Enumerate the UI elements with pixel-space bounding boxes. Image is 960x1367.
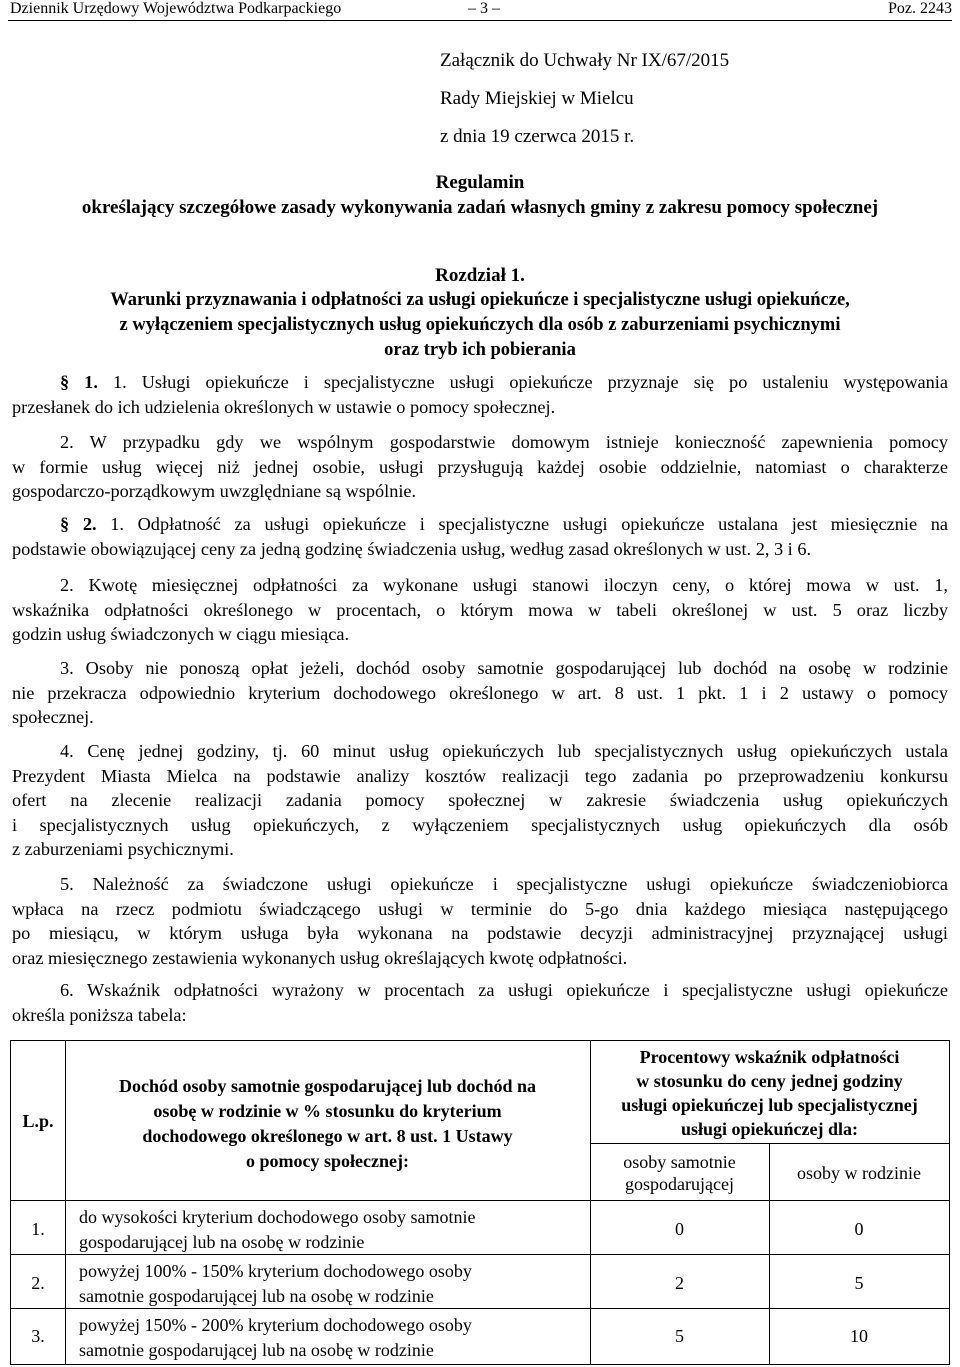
paragraph-1: § 1. 1. Usługi opiekuńcze i specjalistyczne usługi opiekuńcze przyznaje się po ustaleniu występowania przesłanek do ich udzielenia określonych w ustawie o pomocy społecznej. [12, 372, 948, 417]
row-1-lp: 1. [31, 1219, 45, 1239]
chapter-title-line-3: oraz tryb ich pobierania [384, 340, 576, 360]
table-rule [590, 1143, 949, 1144]
header-percent: Procentowy wskaźnik odpłatności w stosunku do ceny jednej godziny usługi opiekuńczej lub specjalistycznej usługi opiekuńczej dla: [621, 1047, 918, 1139]
header-rule [8, 20, 952, 21]
section-1-mark: § 1. [60, 372, 98, 392]
paragraph-3: § 2. 1. Odpłatność za usługi opiekuńcze i specjalistyczne usługi opiekuńcze ustalana jest miesięcznie na podstawie obowiązującej ceny za jedną godzinę świadczenia usług, według zasad określonych w ust. 2, 3 i 6. [12, 514, 948, 559]
row-2-family: 5 [854, 1273, 864, 1293]
row-2-single: 2 [675, 1273, 684, 1293]
chapter-title-line-2: z wyłączeniem specjalistycznych usług opiekuńczych dla osób z zaburzeniami psychicznymi [119, 315, 841, 335]
chapter-title-line-1: Warunki przyznawania i odpłatności za usługi opiekuńcze i specjalistyczne usługi opiekuńcze, [110, 290, 850, 310]
attachment-line-2: Rady Miejskiej w Mielcu [440, 88, 634, 109]
regulation-title: Regulamin [435, 172, 525, 193]
journal-title: Dziennik Urzędowy Województwa Podkarpackiego [10, 0, 342, 17]
section-2-mark: § 2. [60, 514, 97, 534]
row-1-single: 0 [675, 1219, 684, 1239]
header-single: osoby samotnie gospodarującej [623, 1152, 736, 1194]
paragraph-7: 5. Należność za świadczone usługi opiekuńcze i specjalistyczne usługi opiekuńcze świadczeniobiorca wpłaca na rzecz podmiotu świadczącego usługi w terminie do 5-go dnia każdego miesiąca następującego po miesiącu, w którym usługa była wykonana na podstawie decyzji administracyjnej przyznającej usługi oraz miesięcznego zestawienia wykonanych usług określających kwotę odpłatności. [12, 874, 948, 968]
header-income: Dochód osoby samotnie gospodarującej lub dochód na osobę w rodzinie w % stosunku do kryterium dochodowego określonego w art. 8 ust. 1 Ustawy o pomocy społecznej: [118, 1076, 537, 1171]
row-1-description: do wysokości kryterium dochodowego osoby samotnie gospodarującej lub na osobę w rodzinie [79, 1207, 476, 1252]
row-1-family: 0 [854, 1219, 864, 1239]
fee-table [10, 1040, 950, 1365]
attachment-line-3: z dnia 19 czerwca 2015 r. [440, 126, 635, 147]
table-rule [11, 1200, 949, 1201]
paragraph-6: 4. Cenę jednej godziny, tj. 60 minut usług opiekuńczych lub specjalistycznych usług opiekuńczych ustala Prezydent Miasta Mielca na podstawie analizy kosztów realizacji tego zadania po przeprowadzeniu konkursu ofert na zlecenie realizacji zadania pomocy społecznej w zakresie świadczenia usług opiekuńczych i specjalistycznych usług opiekuńczych, z wyłączeniem specjalistycznych usług opiekuńczych dla osób z zaburzeniami psychicznymi. [12, 741, 948, 860]
paragraph-8: 6. Wskaźnik odpłatności wyrażony w procentach za usługi opiekuńcze i specjalistyczne usługi opiekuńcze określa poniższa tabela: [12, 980, 948, 1025]
paragraph-4: 2. Kwotę miesięcznej odpłatności za wykonane usługi stanowi iloczyn ceny, o której mowa w ust. 1, wskaźnika odpłatności określonego w procentach, o którym mowa w tabeli określonej w ust. 5 oraz liczby godzin usług świadczonych w ciągu miesiąca. [12, 575, 948, 645]
chapter-heading: Rozdział 1. [435, 265, 525, 286]
paragraph-2: 2. W przypadku gdy we wspólnym gospodarstwie domowym istnieje konieczność zapewnienia pomocy w formie usług więcej niż jednej osobie, usługi przysługują każdej osobie oddzielnie, natomiast o charakterze gospodarczo-porządkowym uwzględniane są wspólnie. [12, 432, 948, 502]
paragraph-5: 3. Osoby nie ponoszą opłat jeżeli, dochód osoby samotnie gospodarującej lub dochód na osobę w rodzinie nie przekracza odpowiednio kryterium dochodowego określonego w art. 8 ust. 1 pkt. 1 i 2 ustawy o pomocy społecznej. [12, 658, 948, 728]
position-number: Poz. 2243 [888, 0, 952, 17]
row-2-description: powyżej 100% - 150% kryterium dochodowego osoby samotnie gospodarującej lub na osobę w rodzinie [79, 1261, 472, 1306]
row-3-single: 5 [675, 1326, 684, 1346]
row-3-lp: 3. [31, 1326, 45, 1346]
row-3-family: 10 [850, 1326, 868, 1346]
row-2-lp: 2. [31, 1273, 45, 1293]
attachment-line-1: Załącznik do Uchwały Nr IX/67/2015 [440, 50, 730, 71]
regulation-subtitle: określający szczegółowe zasady wykonywania zadań własnych gminy z zakresu pomocy społecznej [81, 197, 879, 218]
page-number: – 3 – [468, 0, 500, 17]
header-lp: L.p. [22, 1111, 54, 1131]
header-family: osoby w rodzinie [797, 1163, 921, 1183]
row-3-description: powyżej 150% - 200% kryterium dochodowego osoby samotnie gospodarującej lub na osobę w rodzinie [79, 1315, 472, 1360]
page-header [0, 0, 960, 22]
